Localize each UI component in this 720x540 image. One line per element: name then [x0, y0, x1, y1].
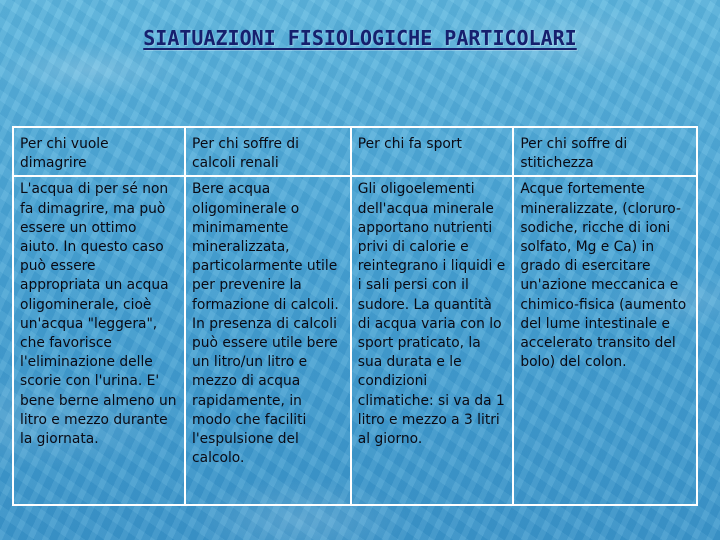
slide-title: SIATUAZIONI FISIOLOGICHE PARTICOLARI	[143, 26, 577, 50]
table-header-row	[13, 127, 697, 176]
body-cell-stitichezza: Acque fortemente mineralizzate, (cloruro-sodiche, ricche di ioni solfato, Mg e Ca) in grado di esercitare un'azione meccanica e chimico-fisica (aumento del lume intestinale e accelerato transito del bolo) del colon.	[513, 176, 697, 505]
header-cell-sport: Per chi fa sport	[351, 127, 514, 176]
body-cell-dimagrire: L'acqua di per sé non fa dimagrire, ma può essere un ottimo aiuto. In questo caso può essere appropriata un acqua oligominerale, cioè un'acqua "leggera", che favorisce l'eliminazione delle scorie con l'urina. E' bene berne almeno un litro e mezzo durante la giornata.	[13, 176, 185, 505]
body-cell-calcoli-renali: Bere acqua oligominerale o minimamente mineralizzata, particolarmente utile per prevenire la formazione di calcoli. In presenza di calcoli può essere utile bere un litro/un litro e mezzo di acqua rapidamente, in modo che faciliti l'espulsione del calcolo.	[185, 176, 351, 505]
body-cell-sport: Gli oligoelementi dell'acqua minerale apportano nutrienti privi di calorie e reintegrano i liquidi e i sali persi con il sudore. La quantità di acqua varia con lo sport praticato, la sua durata e le condizioni climatiche: si va da 1 litro e mezzo a 3 litri al giorno.	[351, 176, 514, 505]
situations-table	[12, 126, 698, 506]
table-body-row	[13, 176, 697, 505]
header-cell-dimagrire: Per chi vuole dimagrire	[13, 127, 185, 176]
header-cell-stitichezza: Per chi soffre di stitichezza	[513, 127, 697, 176]
header-cell-calcoli-renali: Per chi soffre di calcoli renali	[185, 127, 351, 176]
